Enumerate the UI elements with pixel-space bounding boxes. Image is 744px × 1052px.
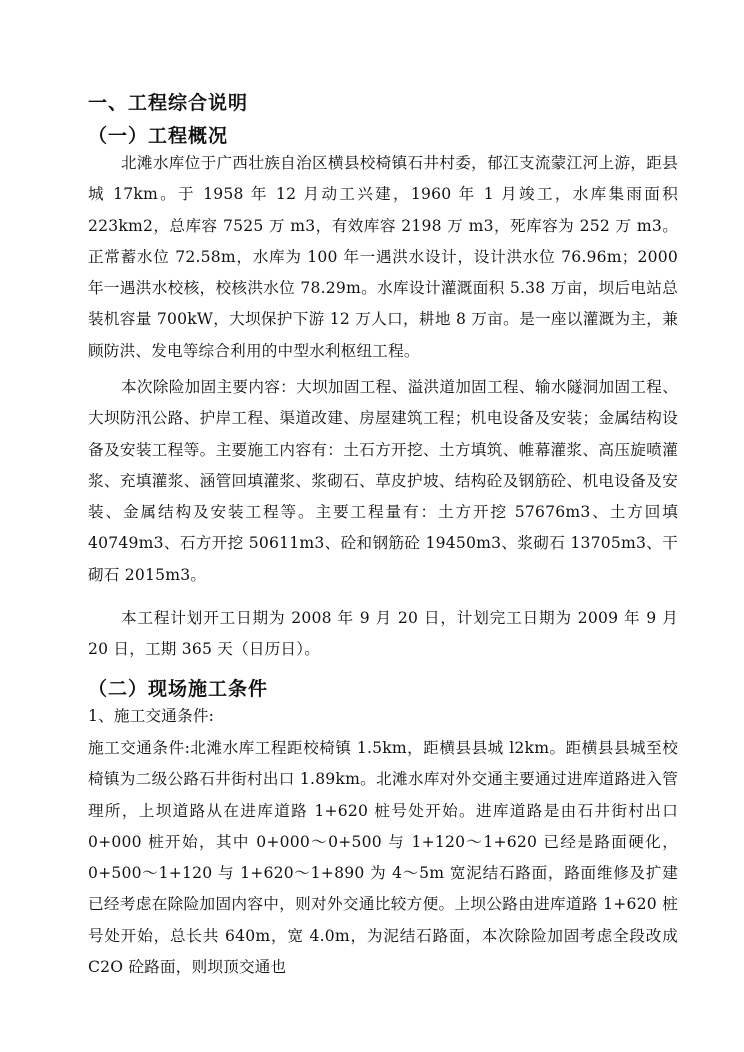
section-heading-overview: （一）工程概况 xyxy=(88,125,229,147)
paragraph-reservoir-overview: 北滩水库位于广西壮族自治区横县校椅镇石井村委，郁江支流蒙江河上游，距县城 17km。于 1958 年 12 月动工兴建，1960 年 1 月竣工，水库集雨面积 223km2，总库容 7525 万 m3，有效库容 2198 万 m3，死库容为 252 万 m3。正常蓄水位 72.58m，水库为 100 年一遇洪水设计，设计洪水位 76.96m；2000 年一遇洪水校核，校核洪水位 78.29m。水库设计灌溉面积 5.38 万亩，坝后电站总装机容量 700kW，大坝保护下游 12 万人口，耕地 8 万亩。是一座以灌溉为主，兼顾防洪、发电等综合利用的中型水利枢纽工程。 xyxy=(88,154,678,360)
paragraph-traffic-conditions: 施工交通条件:北滩水库工程距校椅镇 1.5km，距横县县城 l2km。距横县县城至校椅镇为二级公路石井街村出口 1.89km。北滩水库对外交通主要通过进库道路进入管理所，上坝道路从在进库道路 1+620 桩号处开始。进库道路是由石井街村出口 0+000 桩开始，其中 0+000～0+500 与 1+120～1+620 已经是路面硬化，0+500～1+120 与 1+620～1+890 为 4～5m 宽泥结石路面，路面维修及扩建已经考虑在除险加固内容中，则对外交通比较方便。上坝公路由进库道路 1+620 桩号处开始，总长共 640m，宽 4.0m，为泥结石路面，本次除险加固考虑全段改成 C2O 砼路面，则坝顶交通也 xyxy=(88,739,678,977)
chapter-heading: 一、工程综合说明 xyxy=(88,92,249,114)
paragraph-reinforcement-scope: 本次除险加固主要内容：大坝加固工程、溢洪道加固工程、输水隧洞加固工程、大坝防汛公路、护岸工程、渠道改建、房屋建筑工程；机电设备及安装；金属结构设备及安装工程等。主要施工内容有：土石方开挖、土方填筑、帷幕灌浆、高压旋喷灌浆、充填灌浆、涵管回填灌浆、浆砌石、草皮护坡、结构砼及钢筋砼、机电设备及安装、金属结构及安装工程等。主要工程量有：土方开挖 57676m3、土方回填 40749m3、石方开挖 50611m3、砼和钢筋砼 19450m3、浆砌石 13705m3、干砌石 2015m3。 xyxy=(88,378,678,584)
subheading-traffic: 1、施工交通条件: xyxy=(88,707,215,725)
section-heading-site-conditions: （二）现场施工条件 xyxy=(88,678,269,700)
paragraph-schedule: 本工程计划开工日期为 2008 年 9 月 20 日，计划完工日期为 2009 年 9 月 20 日，工期 365 天（日历日）。 xyxy=(88,609,678,659)
